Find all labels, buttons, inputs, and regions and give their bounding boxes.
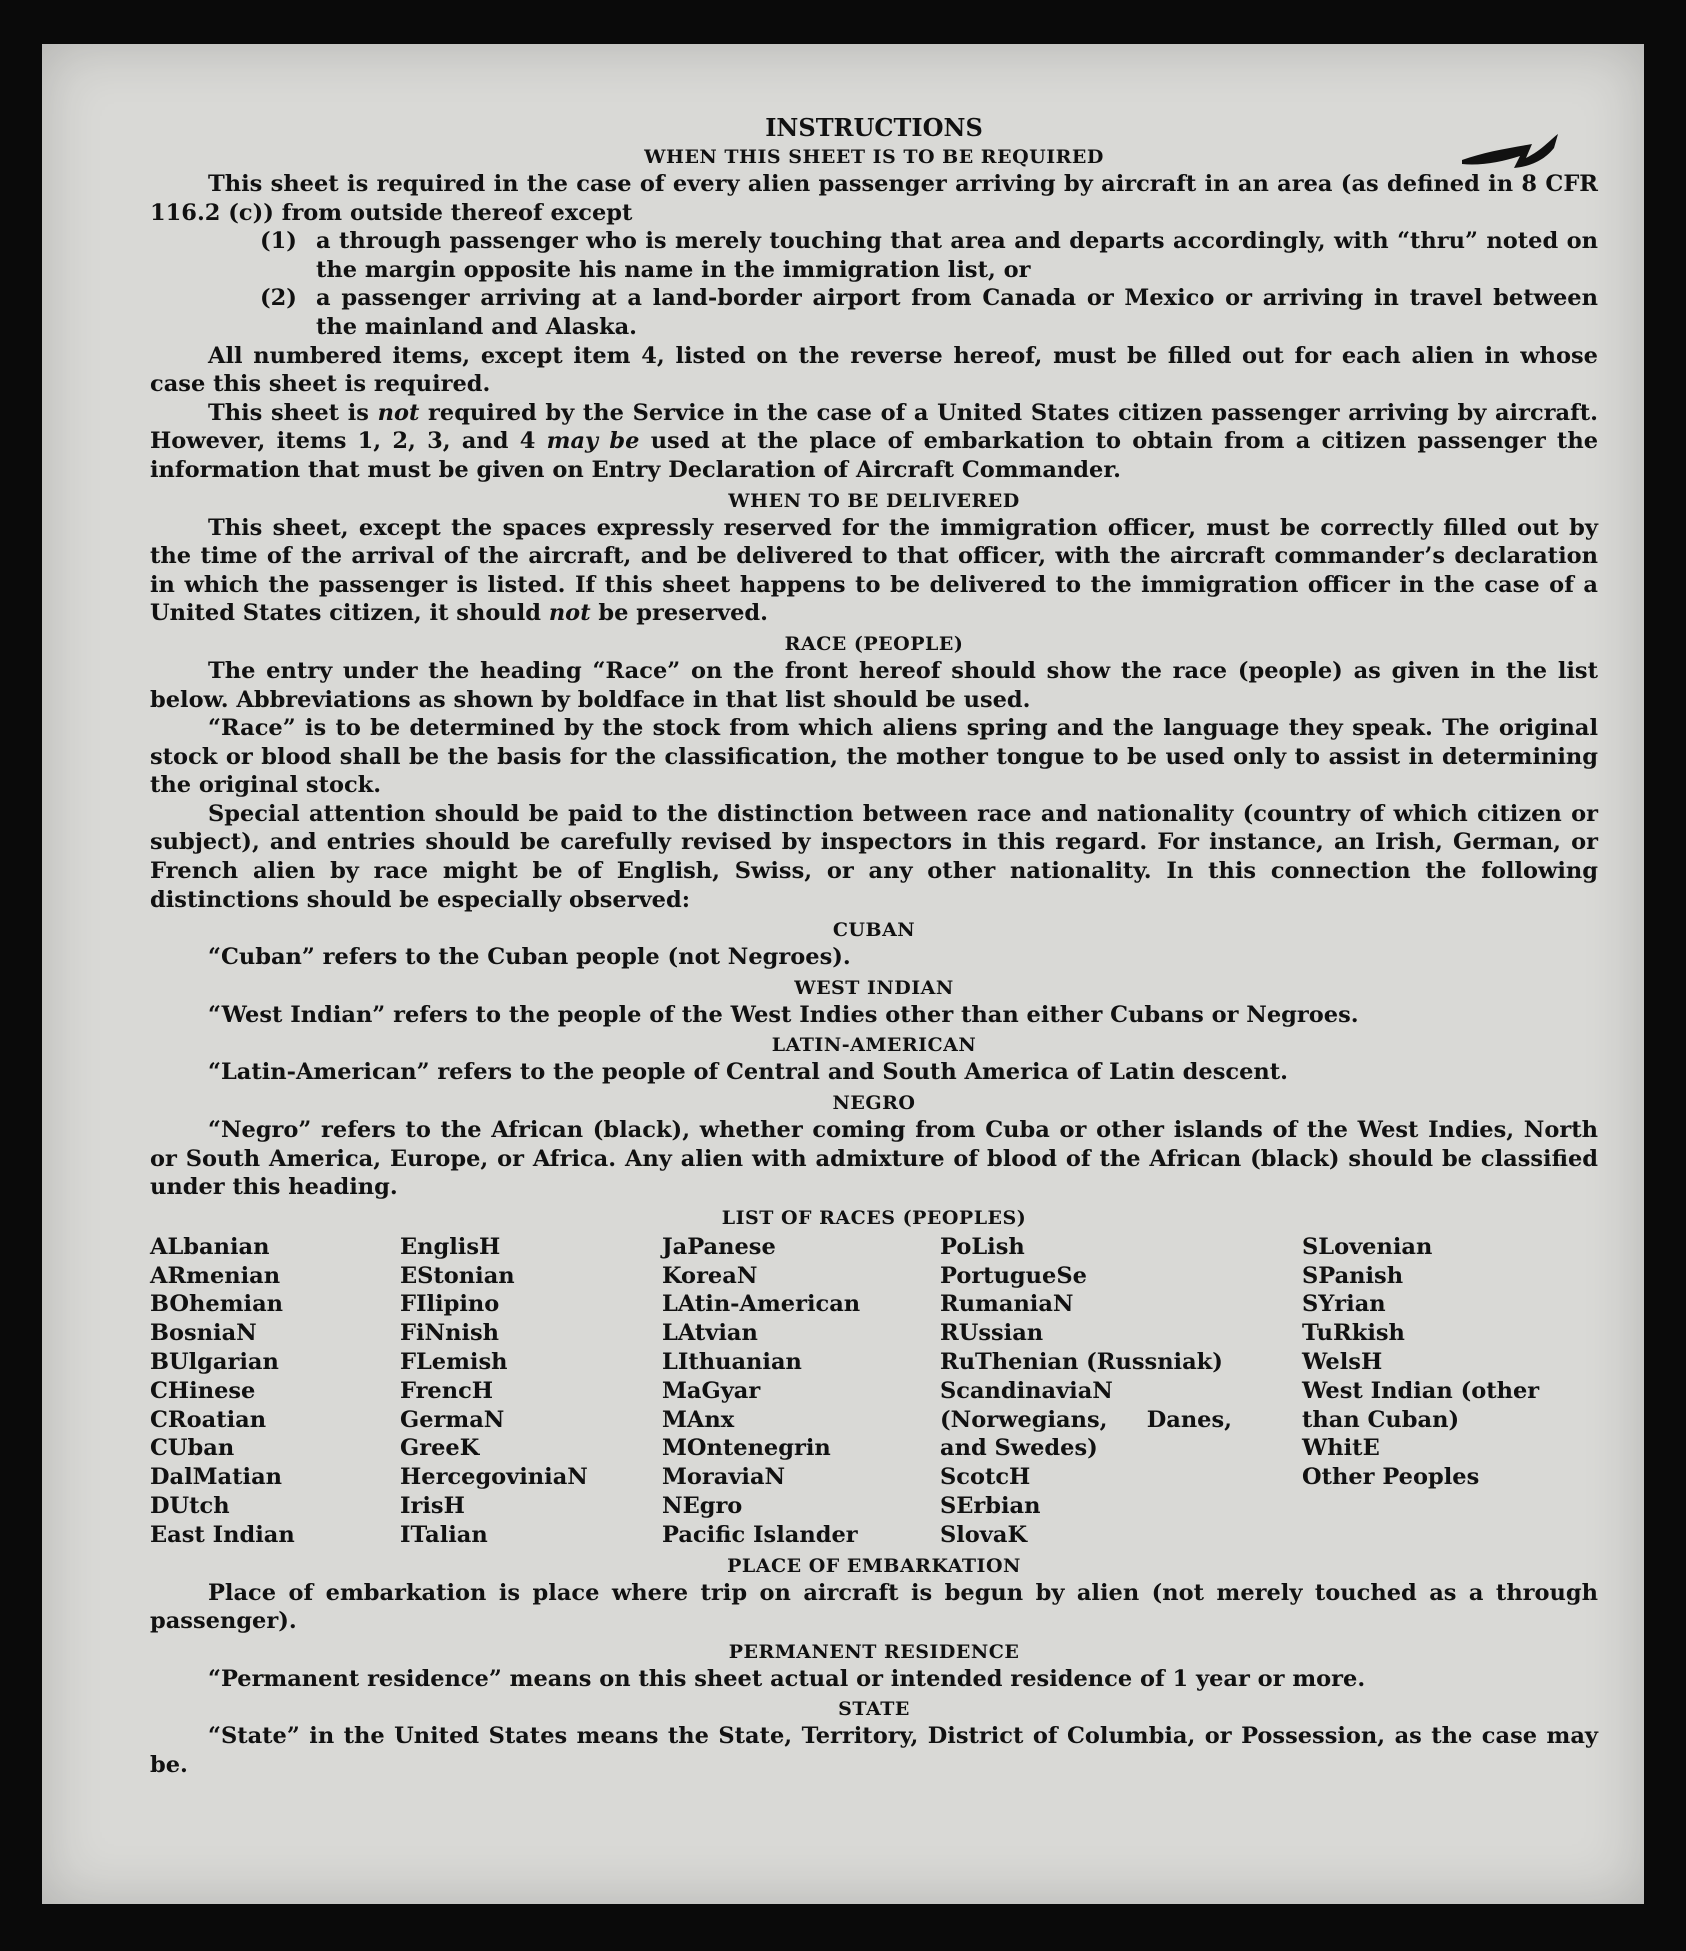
race-item: MoraviaN [662, 1464, 786, 1491]
document-page [42, 44, 1644, 1904]
text-run: This sheet, except the spaces expressly reserved for the immigration officer, must be correctly filled out by the time of the arrival of the aircraft, and be delivered to that officer, with the aircraft commander’s declaration in which the passenger is listed. If this sheet happens to be delivered to the immigration officer in the case of a United States citizen, it should [150, 514, 1598, 627]
race-item: PortugueSe [940, 1262, 1087, 1289]
race-item: EnglisH [400, 1233, 501, 1260]
exception-text: a through passenger who is merely touching that area and departs accordingly, with “thru” noted on the margin opposite his name in the immigration list, or [316, 228, 1598, 283]
race-item: PoLish [940, 1233, 1025, 1260]
heading-state: STATE [838, 1698, 910, 1721]
race-item: DUtch [150, 1492, 230, 1519]
race-item-scandinavian: ScandinaviaN (Norwegians, Danes, and Swedes) [940, 1377, 1232, 1462]
race-item: RUssian [940, 1320, 1044, 1347]
race-item: LIthuanian [662, 1349, 802, 1375]
race-item: DalMatian [150, 1464, 283, 1491]
exception-item-2 [260, 284, 1598, 341]
race-item: BosniaN [150, 1320, 257, 1347]
race-item: East Indian [150, 1521, 295, 1548]
race-item: WhitE [1302, 1435, 1380, 1462]
race-item: WelsH [1302, 1349, 1383, 1375]
paragraph-embarkation: Place of embarkation is place where trip on aircraft is begun by alien (not merely touched as a through passenger). [150, 1579, 1598, 1635]
italic-run: not [548, 600, 591, 627]
exception-number: (2) [260, 285, 297, 312]
paragraph-required-2: All numbered items, except item 4, listed on the reverse hereof, must be filled out for each alien in whose case this sheet is required. [150, 342, 1598, 398]
heading-cuban: CUBAN [832, 919, 916, 942]
heading-race: RACE (PEOPLE) [784, 632, 964, 655]
paragraph-race-1: The entry under the heading “Race” on the front hereof should show the race (people) as given in the list below. Abbreviations as shown by boldface in that list should be used. [150, 657, 1598, 713]
exception-number: (1) [260, 228, 297, 255]
race-item: EStonian [400, 1262, 515, 1289]
race-item: CRoatian [150, 1406, 267, 1433]
paragraph-west-indian: “West Indian” refers to the people of the West Indies other than either Cubans or Negroes. [208, 1001, 1359, 1028]
race-item: RuThenian (Russniak) [940, 1349, 1223, 1375]
heading-when-delivered: WHEN TO BE DELIVERED [728, 489, 1020, 512]
race-item: SLovenian [1302, 1233, 1433, 1260]
race-item: GreeK [400, 1435, 480, 1462]
text-run: be preserved. [590, 600, 769, 627]
paragraph-delivered [150, 514, 1598, 628]
exception-item-1 [260, 227, 1598, 284]
race-item: BUlgarian [150, 1349, 279, 1375]
heading-permanent-residence: PERMANENT RESIDENCE [728, 1640, 1020, 1663]
race-item: HercegoviniaN [400, 1464, 588, 1491]
races-column-2 [400, 1233, 662, 1550]
instructions-content [150, 112, 1598, 1780]
paragraph-state: “State” in the United States means the State, Territory, District of Columbia, or Possession, as the case may be. [150, 1723, 1598, 1778]
race-item: Pacific Islander [662, 1521, 858, 1548]
paragraph-negro: “Negro” refers to the African (black), whether coming from Cuba or other islands of the West Indies, North or South America, Europe, or Africa. Any alien with admixture of blood of the African (black) should be classified under this heading. [150, 1117, 1598, 1201]
race-item: IrisH [400, 1492, 465, 1519]
race-item: JaPanese [662, 1233, 776, 1260]
race-item: MAnx [662, 1406, 735, 1433]
heading-place-of-embarkation: PLACE OF EMBARKATION [727, 1554, 1021, 1577]
paragraph-cuban: “Cuban” refers to the Cuban people (not Negroes). [208, 944, 851, 971]
race-item: SlovaK [940, 1521, 1028, 1548]
race-item-west-indian: West Indian (other than Cuban) [1302, 1377, 1540, 1433]
race-item: CUban [150, 1435, 235, 1462]
paragraph-required-1: This sheet is required in the case of every alien passenger arriving by aircraft in an area (as defined in 8 CFR 116.2 (c)) from outside thereof except [150, 171, 1598, 226]
race-item: FLemish [400, 1349, 508, 1375]
race-item: ALbanian [150, 1233, 270, 1260]
page-title: INSTRUCTIONS [765, 113, 983, 142]
text-run: required by the Service in the case of a United States citizen passenger arriving by aircraft. However, items 1, 2, 3, and 4 [150, 399, 1598, 455]
race-item: MaGyar [662, 1377, 761, 1404]
heading-latin-american: LATIN-AMERICAN [771, 1034, 977, 1057]
text-run: This sheet is [208, 399, 378, 426]
race-item: LAtin-American [662, 1291, 861, 1318]
race-item: RumaniaN [940, 1291, 1074, 1318]
races-column-4 [940, 1233, 1302, 1550]
race-item: MOntenegrin [662, 1435, 831, 1462]
race-item: NEgro [662, 1492, 743, 1519]
race-item: SYrian [1302, 1291, 1386, 1318]
italic-run: not [377, 399, 420, 426]
races-column-3 [662, 1233, 940, 1550]
race-item: FrencH [400, 1377, 494, 1404]
paragraph-race-2: “Race” is to be determined by the stock from which aliens spring and the language they speak. The original stock or blood shall be the basis for the classification, the mother tongue to be used only to assist in determining the original stock. [150, 715, 1598, 799]
race-item: ITalian [400, 1521, 488, 1548]
race-item: LAtvian [662, 1320, 758, 1347]
race-item: Other Peoples [1302, 1464, 1480, 1491]
paragraph-residence: “Permanent residence” means on this sheet actual or intended residence of 1 year or more. [208, 1665, 1366, 1692]
race-item: SErbian [940, 1492, 1041, 1519]
paragraph-race-3: Special attention should be paid to the distinction between race and nationality (country of which citizen or subject), and entries should be carefully revised by inspectors in this regard. For instance, an Irish, German, or French alien by race might be of English, Swiss, or any other nationality. In this connection the following distinctions should be especially observed: [150, 800, 1598, 913]
race-item: ScotcH [940, 1464, 1031, 1491]
italic-run: may be [546, 428, 640, 455]
race-item: TuRkish [1302, 1320, 1405, 1347]
race-item: GermaN [400, 1406, 505, 1433]
heading-west-indian: WEST INDIAN [794, 976, 954, 999]
race-item: KoreaN [662, 1262, 758, 1289]
exception-text: a passenger arriving at a land-border airport from Canada or Mexico or arriving in travel between the mainland and Alaska. [316, 285, 1598, 340]
heading-list-of-races: LIST OF RACES (PEOPLES) [721, 1206, 1027, 1229]
paragraph-latin-american: “Latin-American” refers to the people of Central and South America of Latin descent. [208, 1059, 1288, 1086]
heading-when-required: WHEN THIS SHEET IS TO BE REQUIRED [644, 146, 1104, 168]
heading-negro: NEGRO [832, 1092, 916, 1115]
races-list [150, 1233, 1598, 1550]
race-item: BOhemian [150, 1291, 284, 1318]
race-item: SPanish [1302, 1262, 1404, 1289]
race-item: CHinese [150, 1377, 256, 1404]
race-item: FIlipino [400, 1291, 500, 1318]
paragraph-required-3 [150, 399, 1598, 485]
races-column-5 [1302, 1233, 1572, 1550]
races-column-1 [150, 1233, 400, 1550]
text-run: used at the place of embarkation to obtain from a citizen passenger the information that must be given on Entry Declaration of Aircraft Commander. [150, 428, 1599, 483]
race-item: FiNnish [400, 1320, 500, 1347]
race-item: ARmenian [150, 1262, 281, 1289]
